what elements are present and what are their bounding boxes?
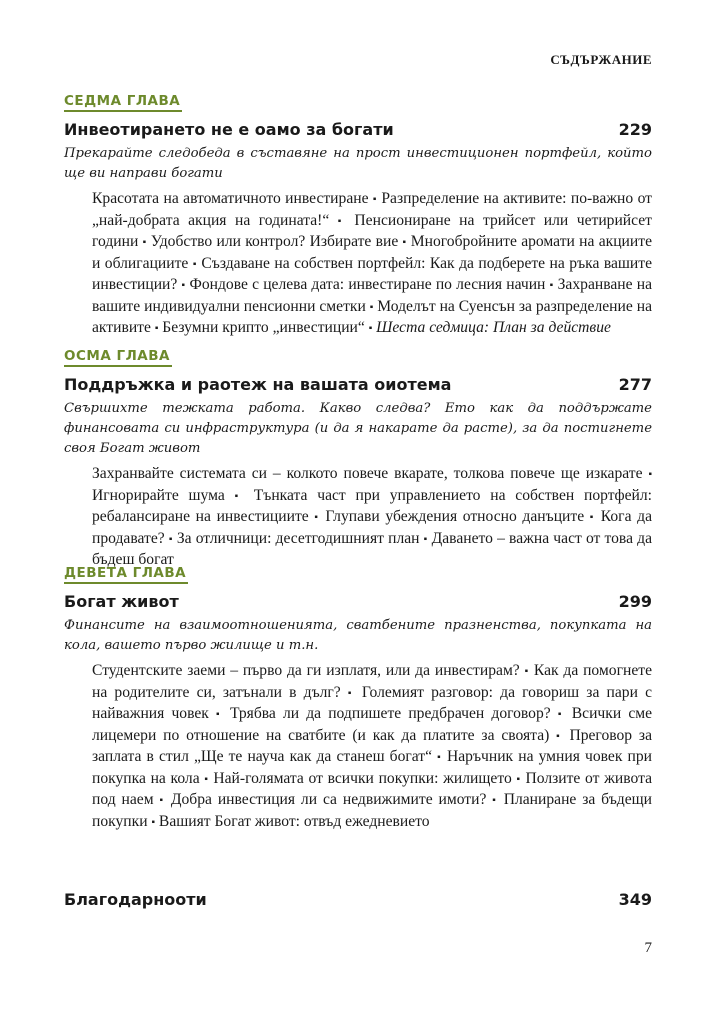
page-number: 7 xyxy=(644,940,652,956)
chapter-page: 299 xyxy=(618,592,652,611)
chapter-title: Поддръжка и раотеж на вашата оиотема xyxy=(64,375,452,394)
topic-item: Най-голямата от всички покупки: жилището xyxy=(213,769,512,787)
topic-item: Добра инвестиция ли са недвижимите имоти? xyxy=(170,791,487,808)
topic-item: Пенсиониране на трийсет или четирийсет години xyxy=(92,211,652,250)
bullet-separator: ▪ xyxy=(204,773,209,785)
bullet-separator: ▪ xyxy=(437,752,442,763)
chapter-topics xyxy=(64,464,652,571)
topic-item: Студентските заеми – първо да ги изплатя, или да инвестирам? xyxy=(92,662,520,679)
chapter-subtitle: Прекарайте следобеда в съставяне на прост инвестиционен портфейл, който ще ви направи богати xyxy=(64,146,652,181)
chapter-label: ДЕВЕТА ГЛАВА xyxy=(64,565,188,584)
topic-item: Наръчник на умния човек при покупка на кола xyxy=(92,748,652,787)
topic-item: Ползите от живота под наем xyxy=(92,769,653,808)
chapter-label: ОСМА ГЛАВА xyxy=(64,348,172,367)
bullet-separator: ▪ xyxy=(556,730,563,742)
topic-item: Разпределение на активите: по-важно от „най-добрата акция на годината!“ xyxy=(92,190,652,229)
chapter-9 xyxy=(64,562,652,833)
topic-item: Вашият Богат живот: отвъд ежедневието xyxy=(158,812,430,830)
chapter-title: Богат живот xyxy=(64,592,179,611)
topic-item: Безумни крипто „инвестиции“ xyxy=(162,319,365,336)
bullet-separator: ▪ xyxy=(181,280,186,291)
topic-item: Удобство или контрол? Избирате вие xyxy=(150,233,399,250)
topic-item: Как да помогнете на родителите си, затънали в дълг? xyxy=(92,662,652,701)
topic-item: Трябва ли да подпишете предбрачен договор? xyxy=(229,705,551,722)
acknowledgements-page: 349 xyxy=(618,890,652,909)
chapter-label: СЕДМА ГЛАВА xyxy=(64,93,182,112)
bullet-separator: ▪ xyxy=(516,773,521,785)
chapter-page: 229 xyxy=(618,120,652,139)
bullet-separator: ▪ xyxy=(159,795,165,806)
topic-item: Създаване на собствен портфейл: Как да подберете на ръка вашите инвестиции? xyxy=(92,254,653,293)
topic-item: Многобройните аромати на акциите и облигациите xyxy=(92,233,652,272)
topic-item: Планиране за бъдещи покупки xyxy=(92,791,652,830)
chapter-subtitle: Свършихте тежката работа. Какво следва? Ето как да поддържате финансовата си инфраструктура (и да я накарате да расте), за да постигнете своя Богат живот xyxy=(64,401,652,456)
chapter-title-row xyxy=(64,120,652,139)
topic-item: Глупави убеждения относно данъците xyxy=(325,508,585,525)
bullet-separator: ▪ xyxy=(216,709,223,720)
bullet-separator: ▪ xyxy=(524,666,530,677)
topic-item: Всички сме лицемери по отношение на сватбите (и как да платите за своята) xyxy=(92,705,653,744)
bullet-separator: ▪ xyxy=(151,816,156,828)
topic-item: Моделът на Суенсън за разпределение на активите xyxy=(92,297,652,336)
topic-item: Тънката част при управлението на собствен портфейл: ребалансиране на инвестициите xyxy=(92,486,653,525)
topic-item: Големият разговор: да говориш за пари с найважния човек xyxy=(92,683,652,722)
chapter-topics xyxy=(64,189,652,340)
bullet-separator: ▪ xyxy=(372,194,377,205)
bullet-separator: ▪ xyxy=(648,469,653,480)
bullet-separator: ▪ xyxy=(369,301,374,313)
bullet-separator: ▪ xyxy=(423,533,428,545)
bullet-separator: ▪ xyxy=(142,237,147,248)
chapter-page: 277 xyxy=(618,375,652,394)
bullet-separator: ▪ xyxy=(314,512,320,523)
bullet-separator: ▪ xyxy=(154,323,159,334)
bullet-separator: ▪ xyxy=(368,323,373,334)
bullet-separator: ▪ xyxy=(589,512,596,523)
topic-item: За отличници: десетгодишният план xyxy=(176,529,420,547)
bullet-separator: ▪ xyxy=(549,280,554,291)
chapter-title-row xyxy=(64,375,652,394)
bullet-separator: ▪ xyxy=(168,533,173,545)
chapter-8 xyxy=(64,345,652,571)
topic-item: Преговор за заплата в стил „Ще те науча как да станеш богат“ xyxy=(92,726,652,765)
bullet-separator: ▪ xyxy=(402,237,407,248)
acknowledgements-title: Благодарноoти xyxy=(64,890,207,909)
running-header: СЪДЪРЖАНИЕ xyxy=(550,52,652,67)
bullet-separator: ▪ xyxy=(234,490,244,502)
chapter-topics xyxy=(64,661,652,833)
chapter-subtitle: Финансите на взаимоотношенията, сватбените празненства, покупката на кола, вашето първо жилище и т.н. xyxy=(64,618,652,653)
topic-item: Фондове с целева дата: инвестиране по лесния начин xyxy=(189,276,546,293)
bullet-separator: ▪ xyxy=(347,687,355,699)
bullet-separator: ▪ xyxy=(192,258,197,270)
chapter-7 xyxy=(64,90,652,340)
chapter-title: Инвеотирането не е оамо за богати xyxy=(64,120,394,139)
bullet-separator: ▪ xyxy=(492,795,498,806)
topic-item: Захранване на вашите индивидуални пенсионни сметки xyxy=(92,276,653,315)
topic-item: Красотата на автоматичното инвестиране xyxy=(92,190,369,207)
acknowledgements-row xyxy=(64,890,652,909)
bullet-separator: ▪ xyxy=(557,709,565,720)
chapter-title-row xyxy=(64,592,652,611)
topic-item: Захранвайте системата си – колкото повече вкарате, толкова повече ще изкарате xyxy=(92,465,643,482)
topic-item: Даването – важна част от това да бъдеш богат xyxy=(92,529,652,568)
topic-item: Шеста седмица: План за действие xyxy=(376,319,611,336)
topic-item: Игнорирайте шума xyxy=(92,486,225,504)
topic-item: Кога да продавате? xyxy=(92,508,652,547)
bullet-separator: ▪ xyxy=(337,215,346,227)
